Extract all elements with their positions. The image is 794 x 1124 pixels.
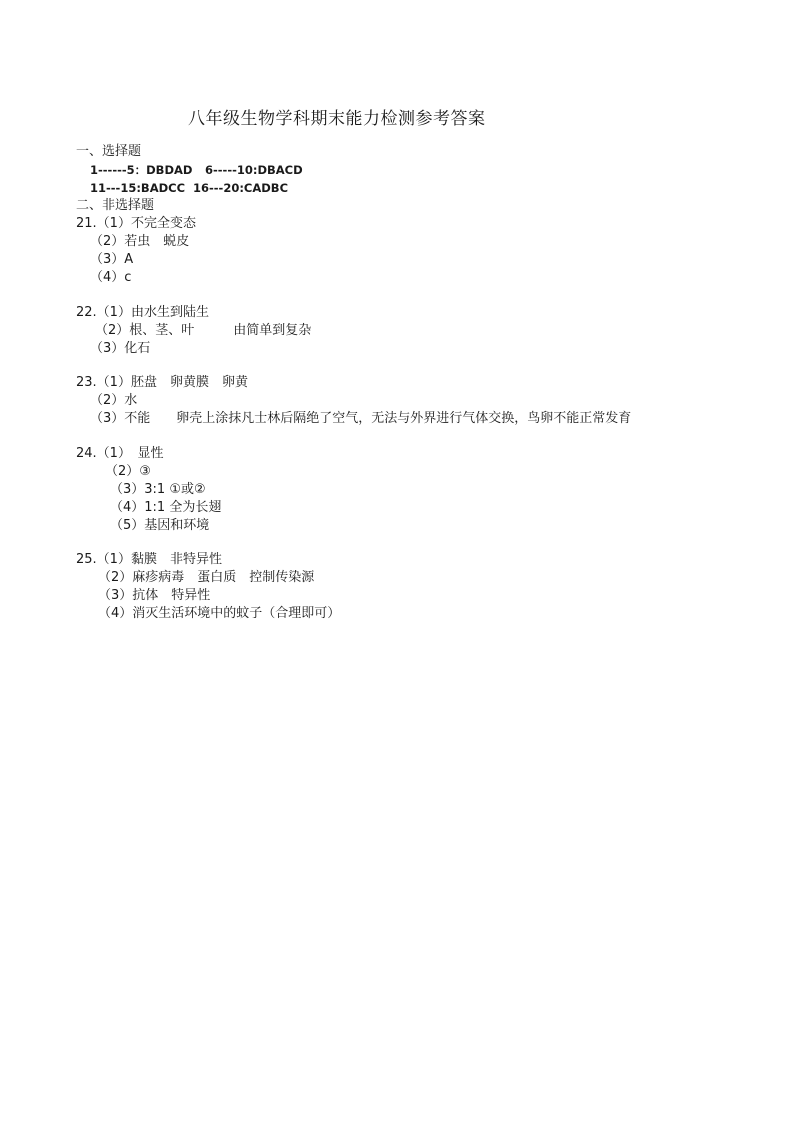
- q23-part3: （3）不能 卵壳上涂抹凡士林后隔绝了空气，无法与外界进行气体交换，鸟卵不能正常发育: [90, 411, 632, 426]
- q24-part5: （5）基因和环境: [110, 518, 210, 533]
- q22-part3: （3）化石: [90, 341, 151, 356]
- q24-part3: （3）3:1 ①或②: [110, 482, 206, 497]
- q22-part2: （2）根、茎、叶 由简单到复杂: [95, 323, 312, 338]
- section-heading-nonchoice: 二、非选择题: [76, 198, 155, 213]
- q22-part1: 22.（1）由水生到陆生: [76, 305, 209, 320]
- choice-answers-6-10: 6-----10:DBACD: [205, 163, 303, 177]
- q24-part4: （4）1:1 全为长翅: [110, 500, 222, 515]
- choice-answers-11-15: 11---15:BADCC: [90, 181, 186, 195]
- q25-part1: 25.（1）黏膜 非特异性: [76, 552, 222, 567]
- q25-part2: （2）麻疹病毒 蛋白质 控制传染源: [98, 570, 315, 585]
- q23-part2: （2）水: [90, 393, 138, 408]
- q25-part3: （3）抗体 特异性: [98, 588, 211, 603]
- q24-part1: 24.（1） 显性: [76, 446, 164, 461]
- section-heading-choice: 一、选择题: [76, 144, 142, 159]
- q23-part1: 23.（1）胚盘 卵黄膜 卵黄: [76, 375, 248, 390]
- choice-answers-16-20: 16---20:CADBC: [193, 181, 289, 195]
- q21-part1: 21.（1）不完全变态: [76, 216, 196, 231]
- q25-part4: （4）消灭生活环境中的蚊子（合理即可）: [98, 606, 341, 621]
- q24-part2: （2）③: [105, 464, 151, 479]
- choice-answers-1-5: 1------5：DBDAD: [90, 163, 193, 177]
- q21-part4: （4）c: [90, 270, 132, 285]
- q21-part3: （3）A: [90, 252, 134, 267]
- page-title: 八年级生物学科期末能力检测参考答案: [188, 109, 486, 129]
- q21-part2: （2）若虫 蜕皮: [90, 234, 190, 249]
